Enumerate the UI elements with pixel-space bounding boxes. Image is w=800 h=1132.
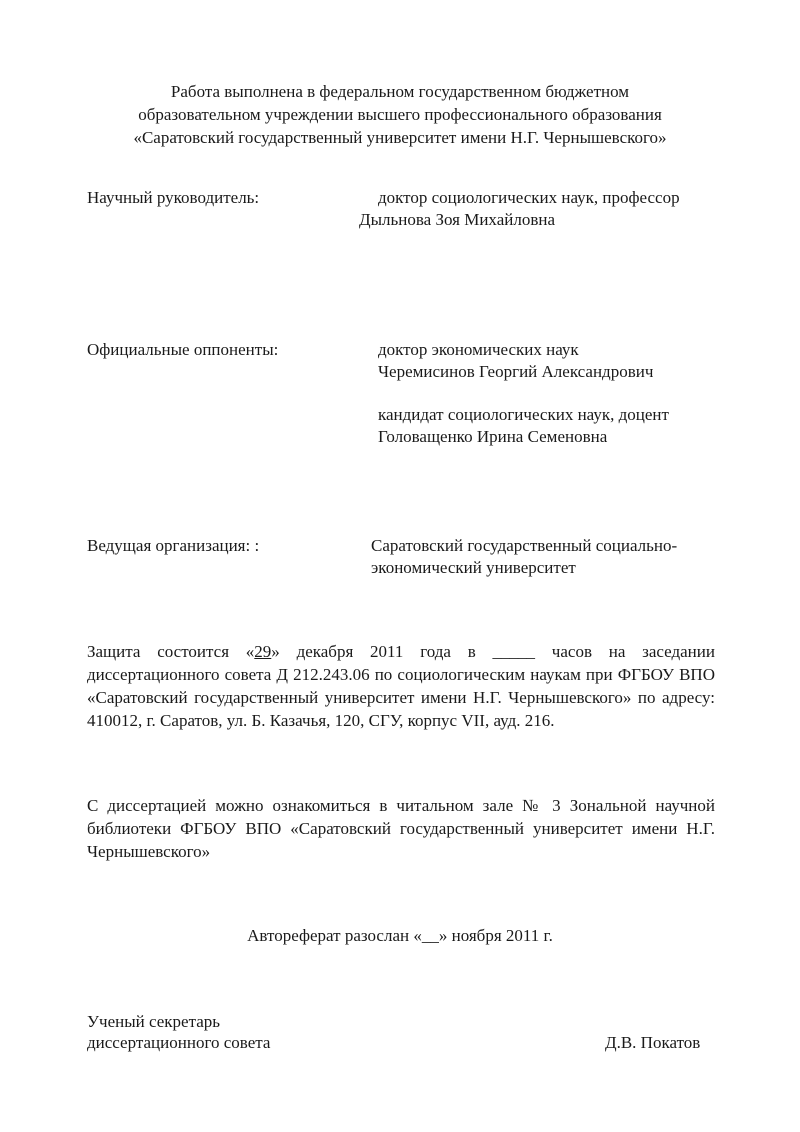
header-line-2: образовательном учреждении высшего профессионального образования <box>138 105 662 124</box>
opponent-1-degree: доктор экономических наук <box>378 340 579 359</box>
defense-paragraph <box>87 640 715 732</box>
header-line-1: Работа выполнена в федеральном государственном бюджетном <box>170 82 630 101</box>
library-text: С диссертацией можно ознакомиться в читальном зале № 3 Зональной научной библиотеки ФГБОУ ВПО «Саратовский государственный университет имени Н.Г. Чернышевского» <box>87 796 715 861</box>
secretary-title-line-2: диссертационного совета <box>87 1033 271 1052</box>
supervisor-name: Дыльнова Зоя Михайловна <box>359 210 555 229</box>
opponent-1-name: Черемисинов Георгий Александрович <box>378 362 654 381</box>
secretary-name: Д.В. Покатов <box>605 1033 701 1052</box>
defense-middle: » декабря 2011 года в <box>271 642 493 661</box>
library-paragraph <box>87 794 715 863</box>
lead-org-line-1: Саратовский государственный социально- <box>371 536 678 555</box>
lead-org-line-2: экономический университет <box>371 558 576 577</box>
mailing-suffix: » ноября 2011 г. <box>438 926 553 945</box>
defense-prefix: Защита состоится « <box>87 642 255 661</box>
opponent-2-degree: кандидат социологических наук, доцент <box>378 405 669 424</box>
mailing-date <box>0 925 800 947</box>
opponents-label: Официальные оппоненты: <box>87 340 279 359</box>
defense-hour-blank: _____ <box>492 642 536 661</box>
supervisor-label: Научный руководитель: <box>87 188 260 207</box>
mailing-prefix: Автореферат разослан « <box>247 926 422 945</box>
header-line-3: «Саратовский государственный университет имени Н.Г. Чернышевского» <box>133 128 667 147</box>
opponent-2-name: Головащенко Ирина Семеновна <box>378 427 608 446</box>
secretary-title-line-1: Ученый секретарь <box>87 1012 221 1031</box>
institution-header <box>80 80 720 149</box>
defense-rest: часов на заседании диссертационного совета Д 212.243.06 по социологическим наукам при ФГБОУ ВПО «Саратовский государственный университет имени Н.Г. Чернышевского» по адресу: 410012, г. Саратов, ул. Б. Казачья, 120, СГУ, корпус VII, ауд. 216. <box>87 642 715 730</box>
supervisor-degree: доктор социологических наук, профессор <box>378 188 680 207</box>
lead-org-label: Ведущая организация: : <box>87 536 260 555</box>
mailing-blank: __ <box>421 926 439 945</box>
defense-day: 29 <box>254 642 272 661</box>
